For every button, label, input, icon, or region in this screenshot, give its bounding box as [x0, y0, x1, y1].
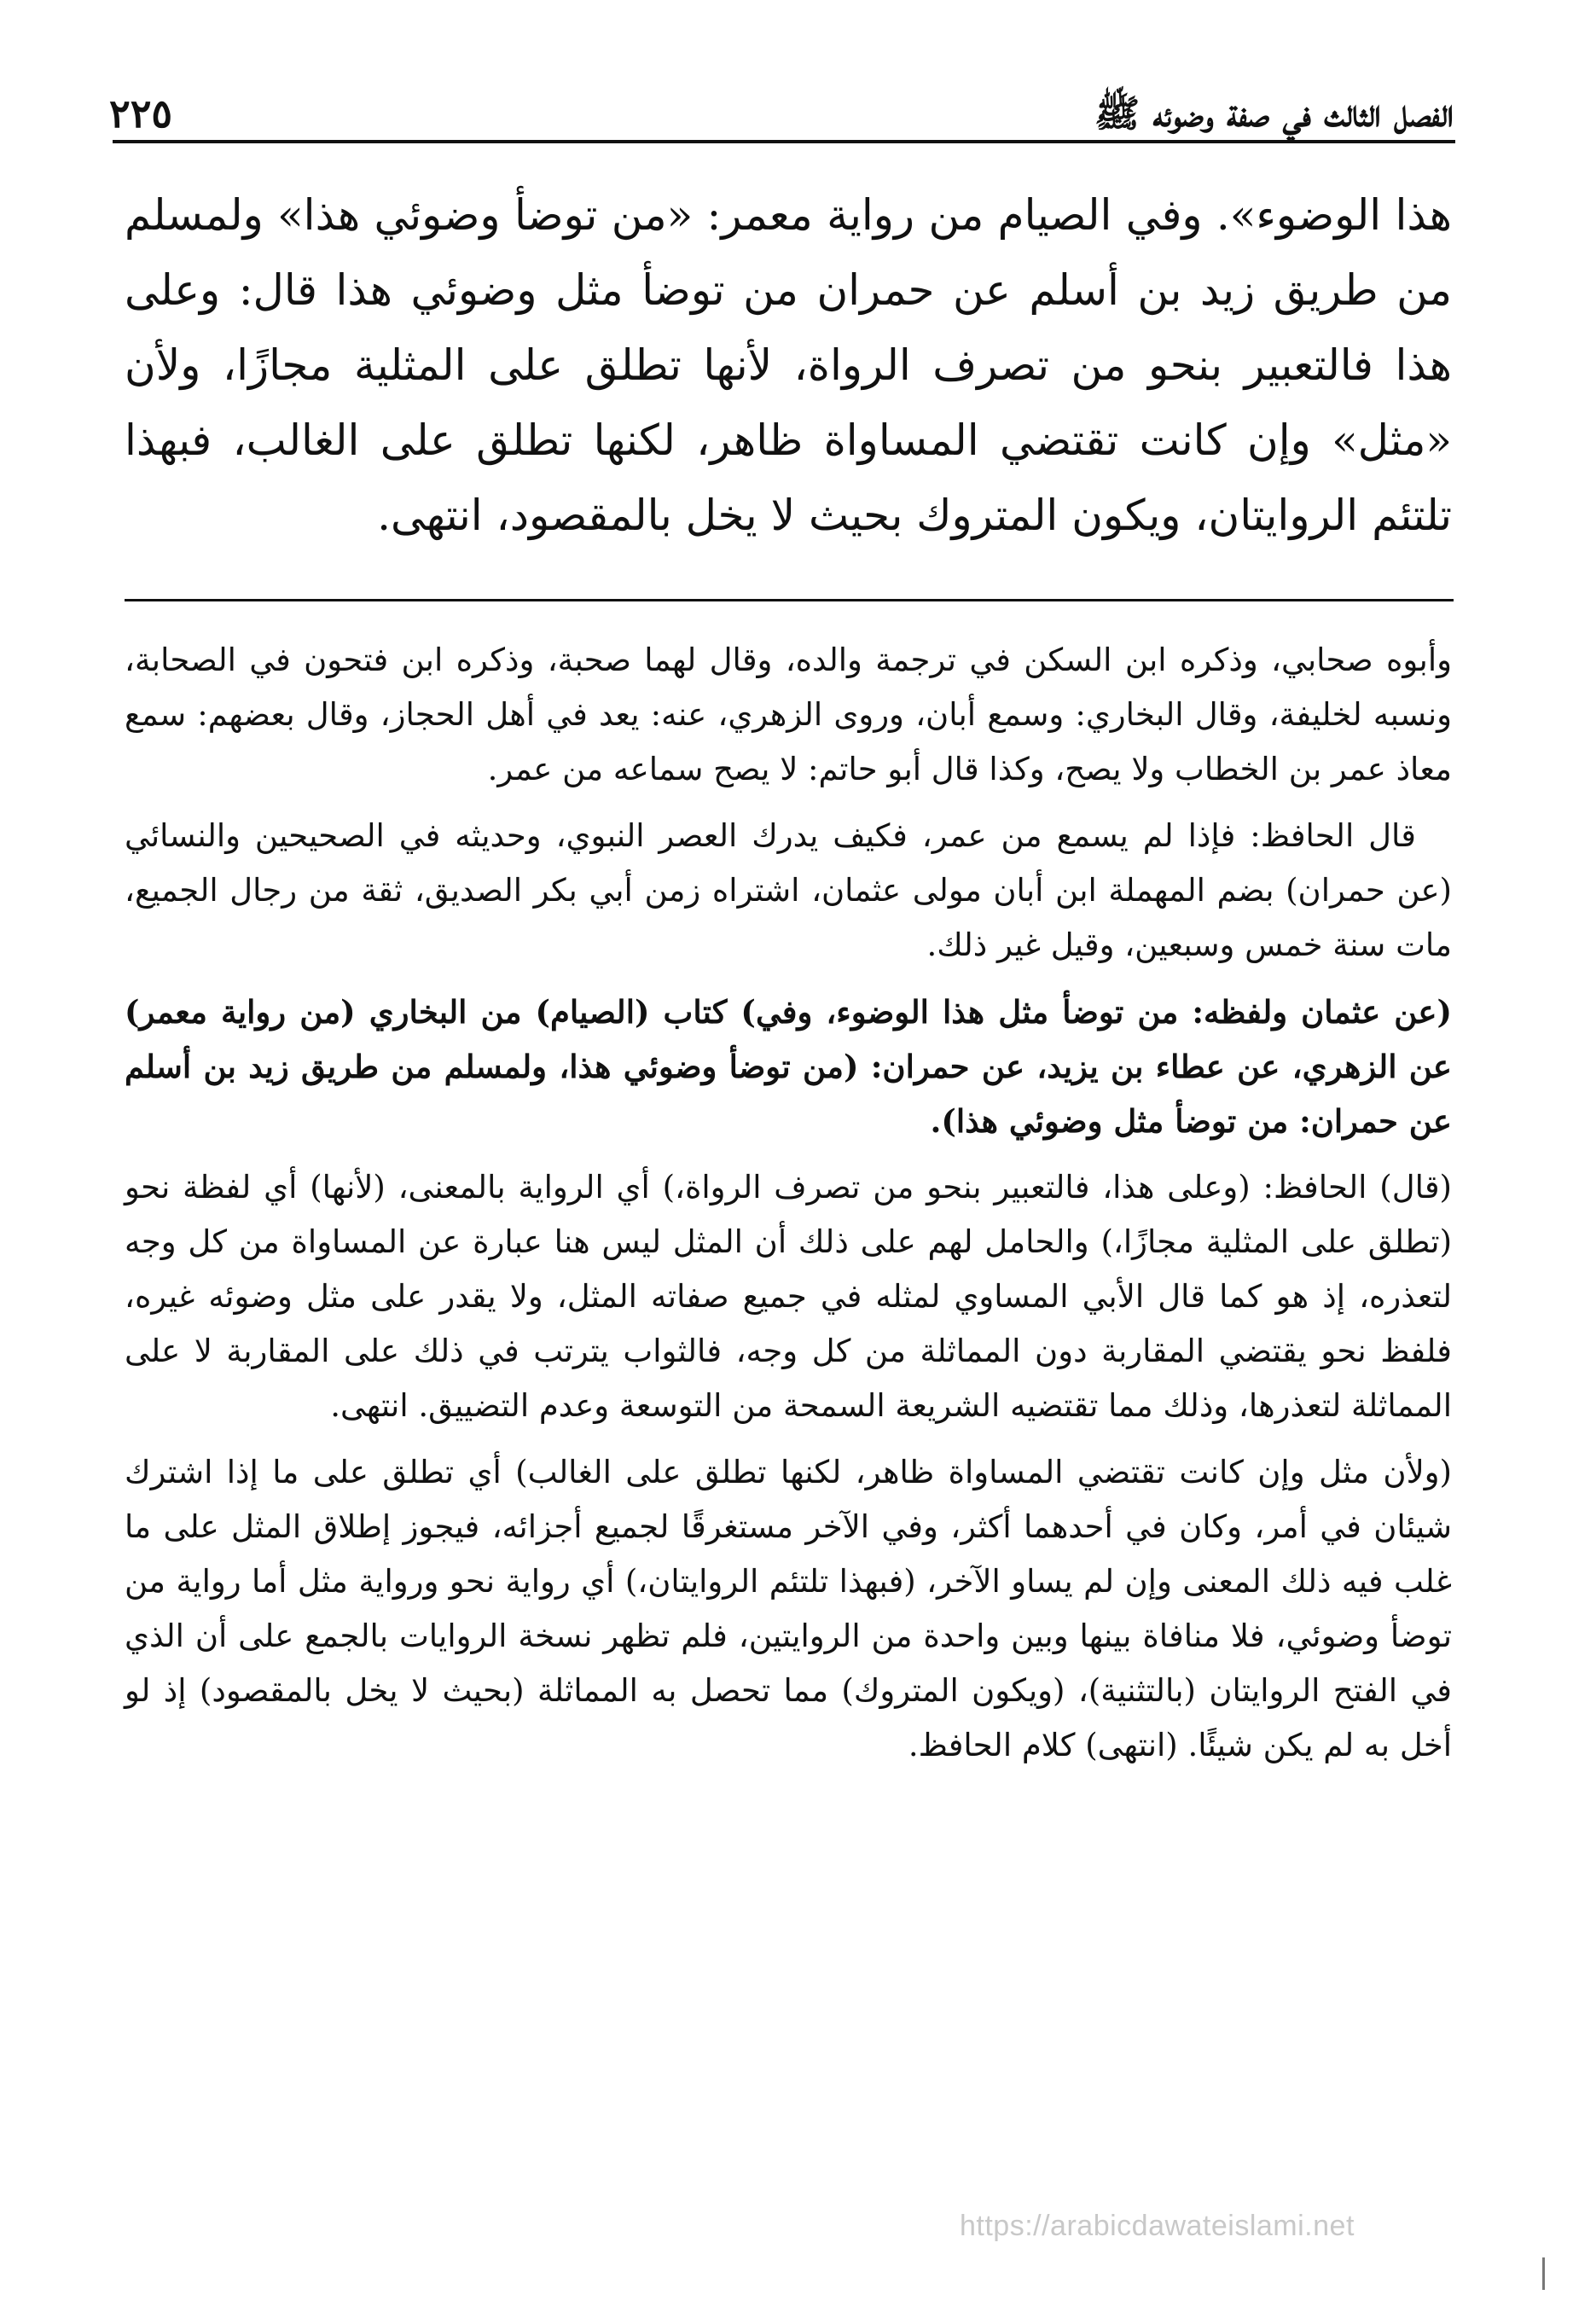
note-paragraph-2: قال الحافظ: فإذا لم يسمع من عمر، فكيف يدرك العصر النبوي، وحديثه في الصحيحين والنسائي (عن حمران) بضم المهملة ابن أبان مولى عثمان، اشتراه زمن أبي بكر الصديق، ثقة من رجال الجميع، مات سنة خمس وسبعين، وقيل غير ذلك. [125, 817, 1452, 963]
corner-mark [1542, 2257, 1545, 2290]
note-paragraph-3: (عن عثمان ولفظه: من توضأ مثل هذا الوضوء، وفي) كتاب (الصيام) من البخاري (من رواية معمر) عن الزهري، عن عطاء بن يزيد، عن حمران: (من توضأ وضوئي هذا، ولمسلم من طريق زيد بن أسلم عن حمران: من توضأ مثل وضوئي هذا). [125, 993, 1452, 1140]
page-number: ٢٢٥ [109, 90, 173, 137]
note-paragraph-4: (قال) الحافظ: (وعلى هذا، فالتعبير بنحو من تصرف الرواة،) أي الرواية بالمعنى، (لأنها) أي لفظة نحو (تطلق على المثلية مجازًا،) والحامل لهم على ذلك أن المثل ليس هنا عبارة عن المساواة من كل وجه لتعذره، إذ هو كما قال الأبي المساوي لمثله في جميع صفاته المثل، ولا يقدر على مثل وضوئه غيره، فلفظ نحو يقتضي المقاربة دون المماثلة من كل وجه، فالثواب يترتب في ذلك على المقاربة لا على المماثلة لتعذرها، وذلك مما تقتضيه الشريعة السمحة من التوسعة وعدم التضييق. انتهى. [125, 1169, 1452, 1424]
chapter-title: الفصل الثالث في صفة وضوئه ﷺ [1094, 92, 1454, 136]
header-rule [113, 140, 1455, 143]
page-header [109, 60, 1454, 137]
footnote-separator [125, 599, 1454, 601]
website-watermark: https://arabicdawateislami.net [960, 2210, 1355, 2242]
note-paragraph-5: (ولأن مثل وإن كانت تقتضي المساواة ظاهر، لكنها تطلق على الغالب) أي تطلق على ما إذا اشترك شيئان في أمر، وكان في أحدهما أكثر، وفي الآخر مستغرقًا لجميع أجزائه، فيجوز إطلاق المثل على ما غلب فيه ذلك المعنى وإن لم يساو الآخر، (فبهذا تلتئم الروايتان،) أي رواية نحو ورواية مثل أما رواية من توضأ وضوئي، فلا منافاة بينها وبين واحدة من الروايتين، فلم تظهر نسخة الروايات بالجمع على أن الذي في الفتح الروايتان (بالتثنية)، (ويكون المتروك) مما تحصل به المماثلة (بحيث لا يخل بالمقصود) إذ لو أخل به لم يكن شيئًا. (انتهى) كلام الحافظ. [125, 1454, 1452, 1763]
note-paragraph-1: وأبوه صحابي، وذكره ابن السكن في ترجمة والده، وقال لهما صحبة، وذكره ابن فتحون في الصحابة، ونسبه لخليفة، وقال البخاري: وسمع أبان، وروى الزهري، عنه: يعد في أهل الحجاز، وقال بعضهم: سمع معاذ عمر بن الخطاب ولا يصح، وكذا قال أبو حاتم: لا يصح سماعه من عمر. [125, 642, 1452, 787]
commentary-notes [125, 633, 1452, 2220]
main-paragraph: هذا الوضوء». وفي الصيام من رواية معمر: «من توضأ وضوئي هذا» ولمسلم من طريق زيد بن أسلم عن حمران من توضأ مثل وضوئي هذا قال: وعلى هذا فالتعبير بنحو من تصرف الرواة، لأنها تطلق على المثلية مجازًا، ولأن «مثل» وإن كانت تقتضي المساواة ظاهر، لكنها تطلق على الغالب، فبهذا تلتئم الروايتان، ويكون المتروك بحيث لا يخل بالمقصود، انتهى. [125, 190, 1452, 540]
main-text-block [125, 177, 1452, 566]
